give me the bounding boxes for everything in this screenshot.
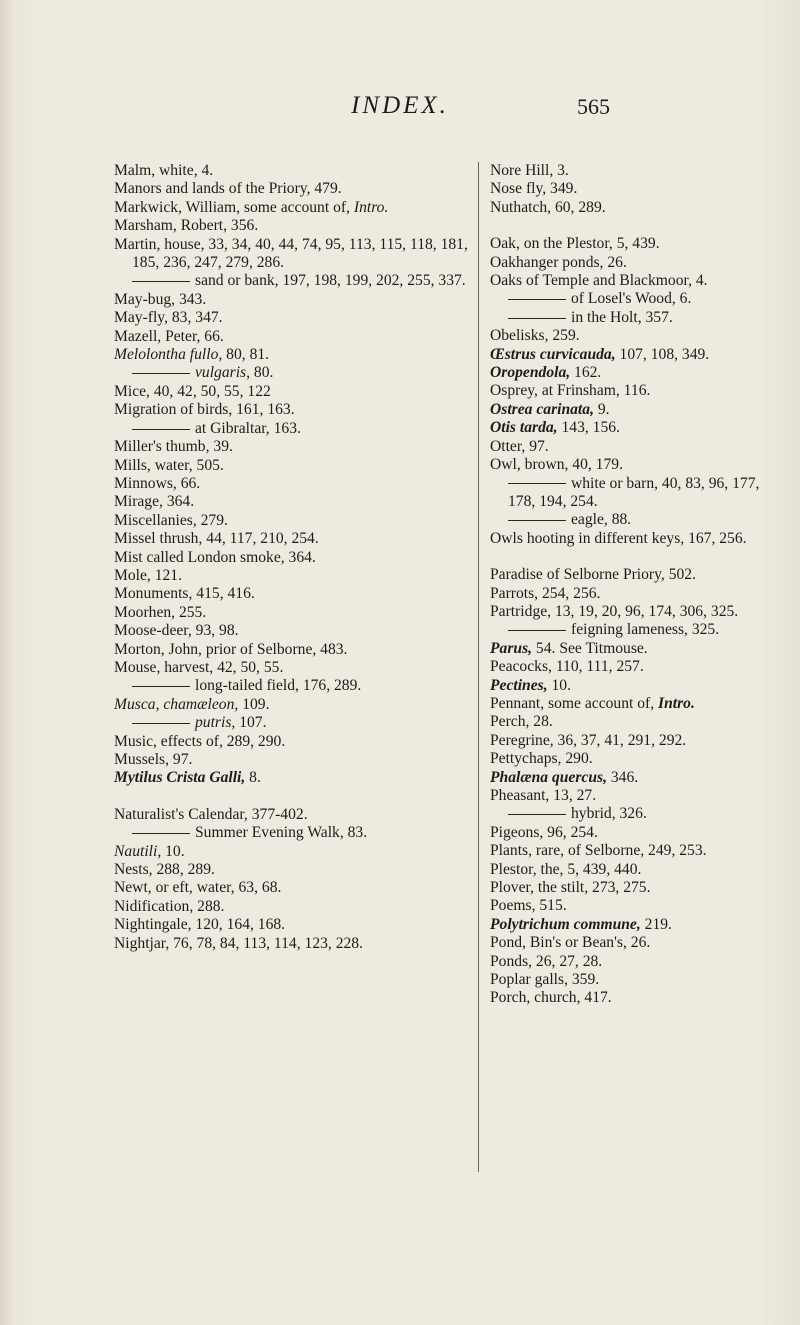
index-entry — [114, 199, 479, 217]
index-entry — [490, 640, 782, 658]
entry-text: sand or bank, 197, 198, 199, 202, 255, 337. — [195, 272, 466, 290]
index-entry — [490, 456, 782, 474]
page-title: INDEX. — [351, 92, 449, 119]
entry-text: vulgaris, — [195, 364, 251, 382]
entry-text: Polytrichum commune, — [490, 915, 641, 933]
index-entry — [114, 272, 479, 290]
entry-text: Nose fly, 349. — [490, 180, 578, 198]
entry-text: 107, 108, 349. — [615, 345, 710, 363]
index-entry — [114, 696, 479, 714]
entry-text: Plestor, the, 5, 439, 440. — [490, 860, 642, 878]
index-entry — [490, 750, 782, 768]
entry-text: Otis tarda, — [490, 419, 558, 437]
index-entry — [490, 953, 782, 971]
ditto-dash — [508, 520, 566, 521]
entry-text: Peregrine, 36, 37, 41, 291, 292. — [490, 731, 687, 749]
entry-text: Pheasant, 13, 27. — [490, 787, 597, 804]
entry-text: Marsham, Robert, 356. — [114, 217, 259, 235]
entry-text: Mice, 40, 42, 50, 55, 122 — [114, 382, 271, 400]
entry-text: Monuments, 415, 416. — [114, 585, 255, 603]
entry-text: Poems, 515. — [490, 897, 567, 915]
index-entry — [490, 364, 782, 382]
entry-text: Nests, 288, 289. — [114, 861, 215, 879]
entry-text: Œstrus curvicauda, — [490, 345, 616, 363]
ditto-dash — [508, 483, 566, 484]
entry-text: 80, 81. — [222, 346, 270, 364]
entry-text: Osprey, at Frinsham, 116. — [490, 382, 651, 400]
index-entry — [114, 861, 479, 879]
index-entry — [114, 824, 479, 842]
entry-text: Mirage, 364. — [114, 493, 195, 511]
entry-text: Mills, water, 505. — [114, 456, 224, 474]
entry-text: 8. — [245, 769, 261, 787]
index-entry — [114, 714, 479, 732]
index-entry — [490, 309, 782, 327]
index-entry — [490, 897, 782, 915]
index-entry — [114, 457, 479, 475]
entry-text: May-fly, 83, 347. — [114, 309, 223, 327]
index-entry — [490, 438, 782, 456]
index-entry — [490, 732, 782, 750]
entry-text: Ostrea carinata, — [490, 400, 594, 418]
entry-text: Poplar galls, 359. — [490, 971, 600, 989]
entry-text: Musca, chamæleon, — [114, 695, 239, 713]
index-entry — [114, 401, 479, 419]
index-entry — [114, 236, 479, 273]
index-entry — [114, 493, 479, 511]
index-entry — [114, 217, 479, 235]
index-entry — [114, 180, 479, 198]
index-entry — [114, 364, 479, 382]
index-entry — [490, 989, 782, 1007]
entry-text: Oropendola, — [490, 364, 571, 382]
entry-text: May-bug, 343. — [114, 290, 207, 308]
entry-text: Plover, the stilt, 273, 275. — [490, 879, 651, 897]
entry-text: feigning lameness, 325. — [571, 621, 720, 639]
entry-text: Oaks of Temple and Blackmoor, 4. — [490, 272, 708, 290]
index-entry — [114, 604, 479, 622]
entry-text: 9. — [593, 400, 610, 418]
entry-text: 346. — [606, 768, 639, 786]
entry-text: Melolontha fullo, — [114, 346, 223, 364]
index-entry — [490, 971, 782, 989]
entry-text: Mole, 121. — [114, 566, 183, 584]
entry-text: Nidification, 288. — [114, 897, 225, 915]
index-entry — [490, 419, 782, 437]
index-entry — [490, 934, 782, 952]
entry-text: Porch, church, 417. — [490, 989, 612, 1007]
entry-text: Pigeons, 96, 254. — [490, 823, 598, 841]
entry-text: Partridge, 13, 19, 20, 96, 174, 306, 325. — [490, 602, 739, 620]
entry-text: at Gibraltar, 163. — [195, 419, 301, 437]
index-entry — [114, 659, 479, 677]
ditto-dash — [508, 318, 566, 319]
entry-text: Pennant, some account of, — [490, 694, 659, 712]
entry-text: Ponds, 26, 27, 28. — [490, 952, 603, 970]
entry-text: 109. — [238, 695, 270, 713]
index-entry — [114, 291, 479, 309]
index-entry — [490, 254, 782, 272]
entry-text: Malm, white, 4. — [114, 162, 214, 179]
index-entry — [490, 658, 782, 676]
index-entry — [490, 511, 782, 529]
entry-text: Martin, house, 33, 34, 40, 44, 74, 95, 113, 115, 118, 181, 185, 236, 247, 279, 286. — [114, 235, 468, 272]
index-entry — [490, 677, 782, 695]
index-entry — [114, 751, 479, 769]
entry-text: Owls hooting in different keys, 167, 256. — [490, 529, 747, 547]
index-entry — [114, 346, 479, 364]
index-entry — [490, 861, 782, 879]
entry-text: 162. — [570, 364, 602, 382]
index-entry — [490, 235, 782, 253]
ditto-dash — [508, 630, 566, 631]
entry-text: Moorhen, 255. — [114, 603, 207, 621]
entry-text: Music, effects of, 289, 290. — [114, 732, 286, 750]
entry-text: Moose-deer, 93, 98. — [114, 622, 239, 640]
index-entry — [114, 328, 479, 346]
index-entry — [490, 713, 782, 731]
index-column-left — [114, 162, 479, 953]
entry-text: Nore Hill, 3. — [490, 162, 569, 179]
ditto-dash — [132, 281, 190, 282]
index-entry — [114, 567, 479, 585]
entry-text: Minnows, 66. — [114, 474, 201, 492]
index-entry — [490, 842, 782, 860]
page-number: 565 — [577, 94, 610, 119]
index-entry — [490, 180, 782, 198]
index-entry — [490, 290, 782, 308]
index-entry — [114, 512, 479, 530]
ditto-dash — [132, 723, 190, 724]
ditto-dash — [132, 833, 190, 834]
entry-text: Perch, 28. — [490, 713, 553, 731]
index-entry — [490, 585, 782, 603]
index-entry — [490, 603, 782, 621]
index-entry — [114, 879, 479, 897]
index-entry — [114, 916, 479, 934]
index-entry — [114, 641, 479, 659]
index-entry — [114, 309, 479, 327]
index-entry — [490, 695, 782, 713]
index-entry — [490, 346, 782, 364]
entry-text: Parrots, 254, 256. — [490, 584, 601, 602]
ditto-dash — [508, 814, 566, 815]
ditto-dash — [132, 429, 190, 430]
index-entry — [490, 824, 782, 842]
entry-text: eagle, 88. — [571, 511, 632, 529]
entry-text: white or barn, 40, 83, 96, 177, 178, 194, 254. — [508, 474, 760, 510]
entry-text: Nightingale, 120, 164, 168. — [114, 916, 286, 934]
entry-text: Peacocks, 110, 111, 257. — [490, 658, 644, 676]
entry-text: Otter, 97. — [490, 437, 549, 455]
entry-text: of Losel's Wood, 6. — [571, 290, 692, 308]
ditto-dash — [132, 686, 190, 687]
entry-text: Mouse, harvest, 42, 50, 55. — [114, 658, 284, 676]
column-divider — [478, 162, 479, 1172]
index-entry — [114, 383, 479, 401]
entry-text: 80. — [250, 364, 274, 382]
ditto-dash — [508, 299, 566, 300]
entry-text: Markwick, William, some account of, — [114, 198, 354, 216]
entry-text: Mist called London smoke, 364. — [114, 548, 316, 566]
index-entry — [490, 769, 782, 787]
entry-text: Plants, rare, of Selborne, 249, 253. — [490, 842, 707, 860]
entry-text: Mazell, Peter, 66. — [114, 327, 224, 345]
index-entry — [114, 935, 479, 953]
entry-text: in the Holt, 357. — [571, 308, 673, 326]
ditto-dash — [132, 373, 190, 374]
index-entry — [490, 401, 782, 419]
entry-text: 107. — [235, 714, 267, 732]
entry-text: Newt, or eft, water, 63, 68. — [114, 879, 282, 897]
entry-text: Parus, — [490, 639, 533, 657]
index-entry — [490, 566, 782, 584]
entry-text: Pettychaps, 290. — [490, 750, 593, 768]
entry-text: hybrid, 326. — [571, 805, 647, 823]
index-entry — [114, 806, 479, 824]
entry-text: Intro. — [658, 694, 695, 712]
index-entry — [490, 879, 782, 897]
index-entry — [490, 787, 782, 805]
entry-text: Mytilus Crista Galli, — [114, 769, 246, 787]
entry-text: Summer Evening Walk, 83. — [195, 824, 368, 842]
index-entry — [490, 621, 782, 639]
entry-text: Pond, Bin's or Bean's, 26. — [490, 934, 651, 952]
index-entry — [114, 475, 479, 493]
index-entry — [490, 530, 782, 548]
entry-text: Oak, on the Plestor, 5, 439. — [490, 235, 660, 253]
index-entry — [490, 272, 782, 290]
entry-text: Naturalist's Calendar, 377-402. — [114, 805, 308, 823]
entry-text: Obelisks, 259. — [490, 327, 580, 345]
entry-text: Manors and lands of the Priory, 479. — [114, 180, 342, 198]
entry-text: Migration of birds, 161, 163. — [114, 401, 295, 419]
index-entry — [114, 530, 479, 548]
index-entry — [114, 162, 479, 180]
entry-text: Miscellanies, 279. — [114, 511, 228, 529]
index-entry — [114, 420, 479, 438]
index-entry — [114, 769, 479, 787]
entry-text: Nightjar, 76, 78, 84, 113, 114, 123, 228. — [114, 934, 364, 952]
entry-text: 10. — [547, 676, 571, 694]
index-entry — [114, 438, 479, 456]
index-entry — [114, 622, 479, 640]
entry-text: putris, — [195, 714, 236, 732]
index-column-right — [490, 162, 782, 1008]
index-entry — [490, 199, 782, 217]
page-header — [0, 92, 800, 132]
entry-text: 143, 156. — [557, 419, 620, 437]
index-entry — [490, 805, 782, 823]
index-entry — [490, 162, 782, 180]
entry-text: Oakhanger ponds, 26. — [490, 253, 627, 271]
index-entry — [490, 327, 782, 345]
entry-text: 54. See Titmouse. — [532, 639, 648, 657]
entry-text: Nautili, — [114, 842, 162, 860]
entry-text: Mussels, 97. — [114, 751, 193, 768]
index-entry — [114, 585, 479, 603]
entry-text: Morton, John, prior of Selborne, 483. — [114, 640, 348, 658]
index-entry — [114, 898, 479, 916]
index-entry — [114, 677, 479, 695]
index-entry — [114, 733, 479, 751]
entry-text: long-tailed field, 176, 289. — [195, 677, 362, 695]
entry-text: Owl, brown, 40, 179. — [490, 456, 623, 474]
entry-text: Phalæna quercus, — [490, 768, 607, 786]
entry-text: 219. — [640, 915, 672, 933]
index-entry — [490, 382, 782, 400]
index-entry — [490, 475, 782, 512]
entry-text: 10. — [161, 842, 185, 860]
entry-text: Missel thrush, 44, 117, 210, 254. — [114, 530, 319, 548]
entry-text: Nuthatch, 60, 289. — [490, 198, 606, 216]
index-entry — [114, 549, 479, 567]
entry-text: Paradise of Selborne Priory, 502. — [490, 566, 697, 584]
index-entry — [490, 916, 782, 934]
entry-text: Pectines, — [490, 676, 548, 694]
entry-text: Miller's thumb, 39. — [114, 438, 233, 456]
index-entry — [114, 843, 479, 861]
entry-text: Intro. — [353, 198, 389, 216]
